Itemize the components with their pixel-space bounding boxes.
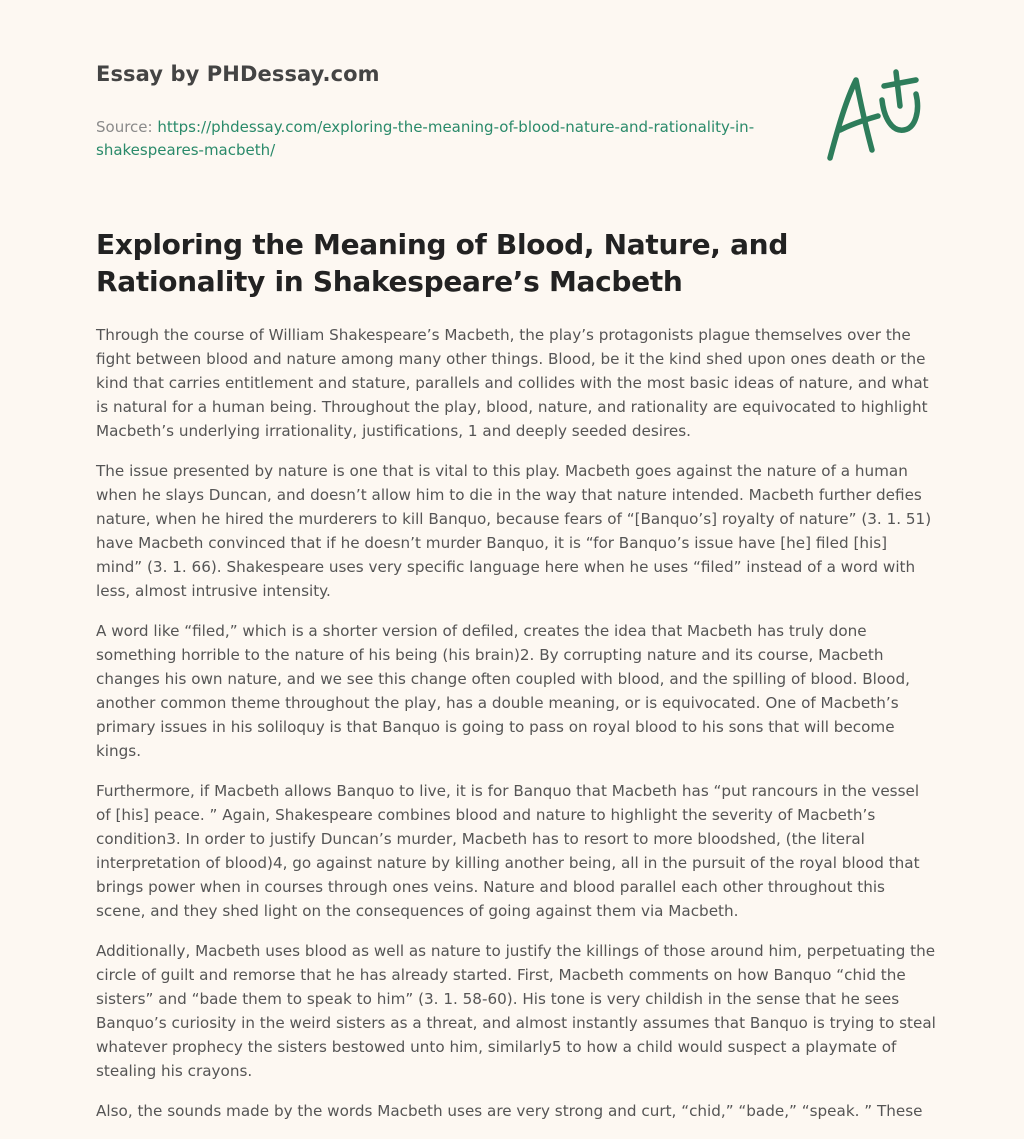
essay-title: Exploring the Meaning of Blood, Nature, and Rationality in Shakespeare’s Macbeth xyxy=(96,228,789,298)
source-line xyxy=(96,116,776,162)
paragraph: The issue presented by nature is one that is vital to this play. Macbeth goes against the nature of a human when he slays Duncan, and doesn’t allow him to die in the way that nature intended. Macbeth further defies nature, when he hired the murderers to kill Banquo, because fears of “[Banquo’s] royalty of nature” (3. 1. 51) have Macbeth convinced that if he doesn’t murder Banquo, it is “for Banquo’s issue have [he] filed [his] mind” (3. 1. 66). Shakespeare uses very specific language here when he uses “filed” instead of a word with less, almost intrusive intensity. xyxy=(96,462,932,600)
paragraph: Also, the sounds made by the words Macbeth uses are very strong and curt, “chid,” “bade,” “speak. ” These xyxy=(96,1102,923,1120)
a-plus-logo-icon xyxy=(820,66,930,166)
site-brand: Essay by PHDessay.com xyxy=(96,62,380,86)
source-link[interactable]: https://phdessay.com/exploring-the-meaning-of-blood-nature-and-rationality-in-shakespeares-macbeth/ xyxy=(96,118,755,159)
paragraph: Furthermore, if Macbeth allows Banquo to live, it is for Banquo that Macbeth has “put rancours in the vessel of [his] peace. ” Again, Shakespeare combines blood and nature to highlight the severity of Macbeth’s condition3. In order to justify Duncan’s murder, Macbeth has to resort to more bloodshed, (the literal interpretation of blood)4, go against nature by killing another being, all in the pursuit of the royal blood that brings power when in courses through ones veins. Nature and blood parallel each other throughout this scene, and they shed light on the consequences of going against them via Macbeth. xyxy=(96,782,920,920)
essay-body xyxy=(96,323,936,1139)
paragraph: Through the course of William Shakespeare’s Macbeth, the play’s protagonists plague themselves over the fight between blood and nature among many other things. Blood, be it the kind shed upon ones death or the kind that carries entitlement and stature, parallels and collides with the most basic ideas of nature, and what is natural for a human being. Throughout the play, blood, nature, and rationality are equivocated to highlight Macbeth’s underlying irrationality, justifications, 1 and deeply seeded desires. xyxy=(96,326,929,440)
paragraph: Additionally, Macbeth uses blood as well as nature to justify the killings of those around him, perpetuating the circle of guilt and remorse that he has already started. First, Macbeth comments on how Banquo “chid the sisters” and “bade them to speak to him” (3. 1. 58-60). His tone is very childish in the sense that he sees Banquo’s curiosity in the weird sisters as a threat, and almost instantly assumes that Banquo is trying to steal whatever prophecy the sisters bestowed unto him, similarly5 to how a child would suspect a playmate of stealing his crayons. xyxy=(96,942,936,1080)
paragraph: A word like “filed,” which is a shorter version of defiled, creates the idea that Macbeth has truly done something horrible to the nature of his being (his brain)2. By corrupting nature and its course, Macbeth changes his own nature, and we see this change often coupled with blood, and the spilling of blood. Blood, another common theme throughout the play, has a double meaning, or is equivocated. One of Macbeth’s primary issues in his soliloquy is that Banquo is going to pass on royal blood to his sons that will become kings. xyxy=(96,622,910,760)
site-header xyxy=(96,62,796,162)
source-label: Source: xyxy=(96,118,153,136)
